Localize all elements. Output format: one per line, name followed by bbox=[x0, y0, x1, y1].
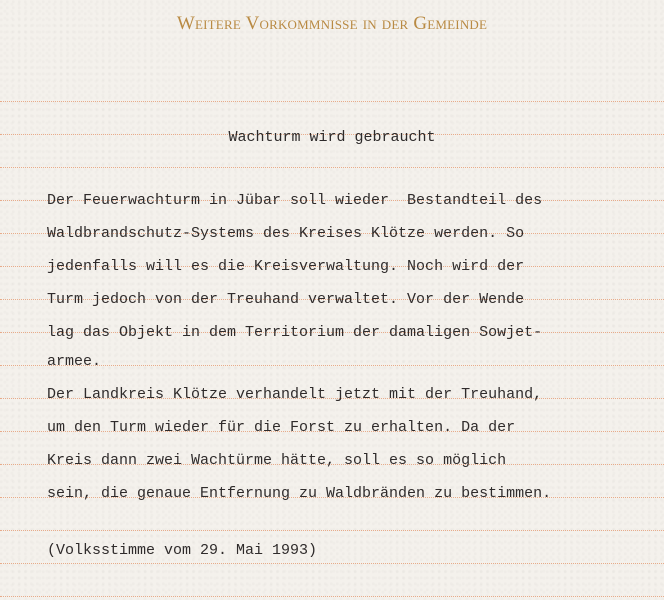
article-line-6: armee. bbox=[47, 353, 102, 370]
ruled-line bbox=[0, 530, 664, 531]
ruled-line bbox=[0, 563, 664, 564]
article-line-8: um den Turm wieder für die Forst zu erhalten. Da der bbox=[47, 419, 516, 436]
article-line-9: Kreis dann zwei Wachtürme hätte, soll es so möglich bbox=[47, 452, 507, 469]
ruled-line bbox=[0, 596, 664, 597]
source-citation: (Volksstimme vom 29. Mai 1993) bbox=[47, 542, 318, 559]
article-line-1: Der Feuerwachturm in Jübar soll wieder Bestandteil des bbox=[47, 192, 543, 209]
ruled-line bbox=[0, 167, 664, 168]
article-line-7: Der Landkreis Klötze verhandelt jetzt mit der Treuhand, bbox=[47, 386, 543, 403]
article-title: Wachturm wird gebraucht bbox=[228, 129, 436, 146]
article-line-3: jedenfalls will es die Kreisverwaltung. Noch wird der bbox=[47, 258, 525, 275]
section-title: Weitere Vorkommnisse in der Gemeinde bbox=[176, 13, 488, 34]
article-line-4: Turm jedoch von der Treuhand verwaltet. Vor der Wende bbox=[47, 291, 525, 308]
ruled-line bbox=[0, 101, 664, 102]
article-line-5: lag das Objekt in dem Territorium der damaligen Sowjet- bbox=[47, 324, 543, 341]
article-line-2: Waldbrandschutz-Systems des Kreises Klötze werden. So bbox=[47, 225, 525, 242]
article-line-10: sein, die genaue Entfernung zu Waldbränden zu bestimmen. bbox=[47, 485, 552, 502]
